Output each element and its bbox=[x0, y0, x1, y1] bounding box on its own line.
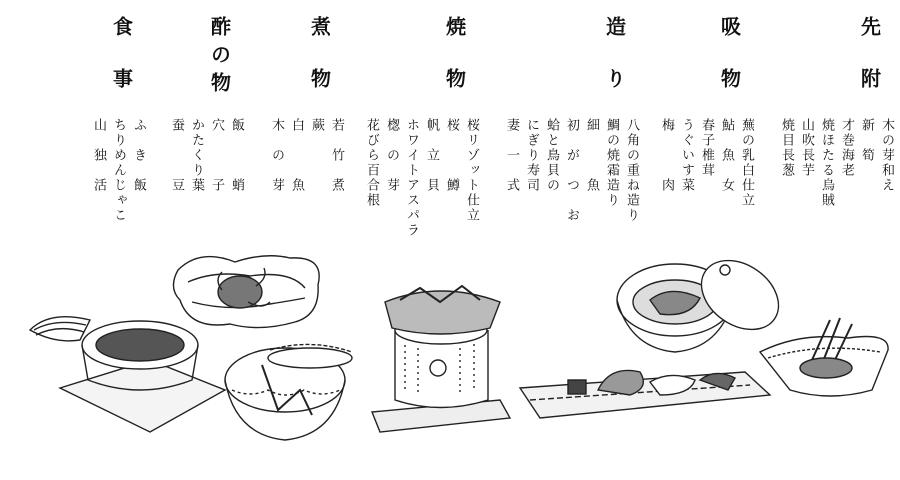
course-shokuji bbox=[92, 0, 152, 250]
course-sunomono bbox=[169, 0, 250, 250]
menu-item: ホワイトアスパラ bbox=[404, 118, 419, 238]
menu-item: 山吹長芋 bbox=[799, 118, 814, 178]
course-items bbox=[363, 118, 479, 238]
octopus-dish-icon bbox=[173, 256, 319, 328]
clay-pot-rice-icon bbox=[30, 317, 225, 432]
course-title: 吸物 bbox=[717, 16, 742, 120]
menu-item: 山 独 活 bbox=[91, 118, 106, 193]
menu-item: 八角の重ね造り bbox=[624, 118, 639, 223]
course-items bbox=[168, 118, 244, 193]
course-title: 先附 bbox=[857, 16, 882, 120]
food-illustrations bbox=[0, 240, 900, 480]
course-items bbox=[778, 118, 894, 208]
menu-item: 花びら百合根 bbox=[364, 118, 379, 208]
sakizuke-cup-icon bbox=[760, 318, 888, 396]
menu-item: 鮎 魚 女 bbox=[719, 118, 734, 193]
menu-item: 妻 一 式 bbox=[504, 118, 519, 193]
menu-item: 穴 子 bbox=[209, 118, 224, 193]
menu-item: 木 の 芽 bbox=[269, 118, 284, 193]
menu-item: かたくり葉 bbox=[189, 118, 204, 193]
course-yakimono bbox=[364, 0, 485, 250]
course-title: 食事 bbox=[109, 16, 134, 120]
menu-item: 鯛の焼霜造り bbox=[604, 118, 619, 208]
menu-item: 細 魚 bbox=[584, 118, 599, 193]
menu-item: 桜リゾット仕立 bbox=[464, 118, 479, 223]
menu-item: 蛤と鳥貝の bbox=[544, 118, 559, 193]
menu-item: 蕪の乳白仕立 bbox=[739, 118, 754, 208]
menu-item: 梅 肉 bbox=[659, 118, 674, 193]
course-sakizuke bbox=[779, 0, 900, 250]
sashimi-platter-icon bbox=[520, 370, 770, 418]
menu-item: 新 筍 bbox=[859, 118, 874, 163]
course-tsukuri bbox=[504, 0, 645, 250]
menu-item: 春子椎茸 bbox=[699, 118, 714, 178]
menu-item: 初 が つ お bbox=[564, 118, 579, 223]
menu-item: 蕨 bbox=[309, 118, 324, 133]
course-items bbox=[503, 118, 639, 223]
course-items bbox=[90, 118, 146, 223]
course-items bbox=[658, 118, 754, 208]
menu-item: 木の芽和え bbox=[879, 118, 894, 193]
menu-item: 白 魚 bbox=[289, 118, 304, 193]
menu-item: 若 竹 煮 bbox=[329, 118, 344, 193]
menu-item: 飯 蛸 bbox=[229, 118, 244, 193]
menu-item: 蚕 豆 bbox=[169, 118, 184, 193]
covered-bowl-icon bbox=[225, 344, 352, 440]
soup-bowl-icon bbox=[617, 246, 792, 352]
course-nimono bbox=[269, 0, 350, 250]
menu-item: ふ き 飯 bbox=[131, 118, 146, 193]
menu-item: ちりめんじゃこ bbox=[111, 118, 126, 223]
menu-item: 桜 鱒 bbox=[444, 118, 459, 193]
grill-stove-icon bbox=[372, 286, 510, 432]
course-title: 焼物 bbox=[442, 16, 467, 120]
course-items bbox=[268, 118, 344, 193]
menu-item: 焼ほたる烏賊 bbox=[819, 118, 834, 208]
course-suimono bbox=[659, 0, 760, 250]
menu-item: 帆 立 貝 bbox=[424, 118, 439, 193]
menu-item: 才巻海老 bbox=[839, 118, 854, 178]
menu-item: うぐいす菜 bbox=[679, 118, 694, 193]
menu-item: にぎり寿司 bbox=[524, 118, 539, 193]
menu-item: 楤 の 芽 bbox=[384, 118, 399, 193]
menu-item: 焼目長葱 bbox=[779, 118, 794, 178]
course-title: 造り bbox=[602, 16, 627, 120]
course-title: 煮物 bbox=[307, 16, 332, 120]
course-title: 酢の物 bbox=[207, 16, 232, 100]
